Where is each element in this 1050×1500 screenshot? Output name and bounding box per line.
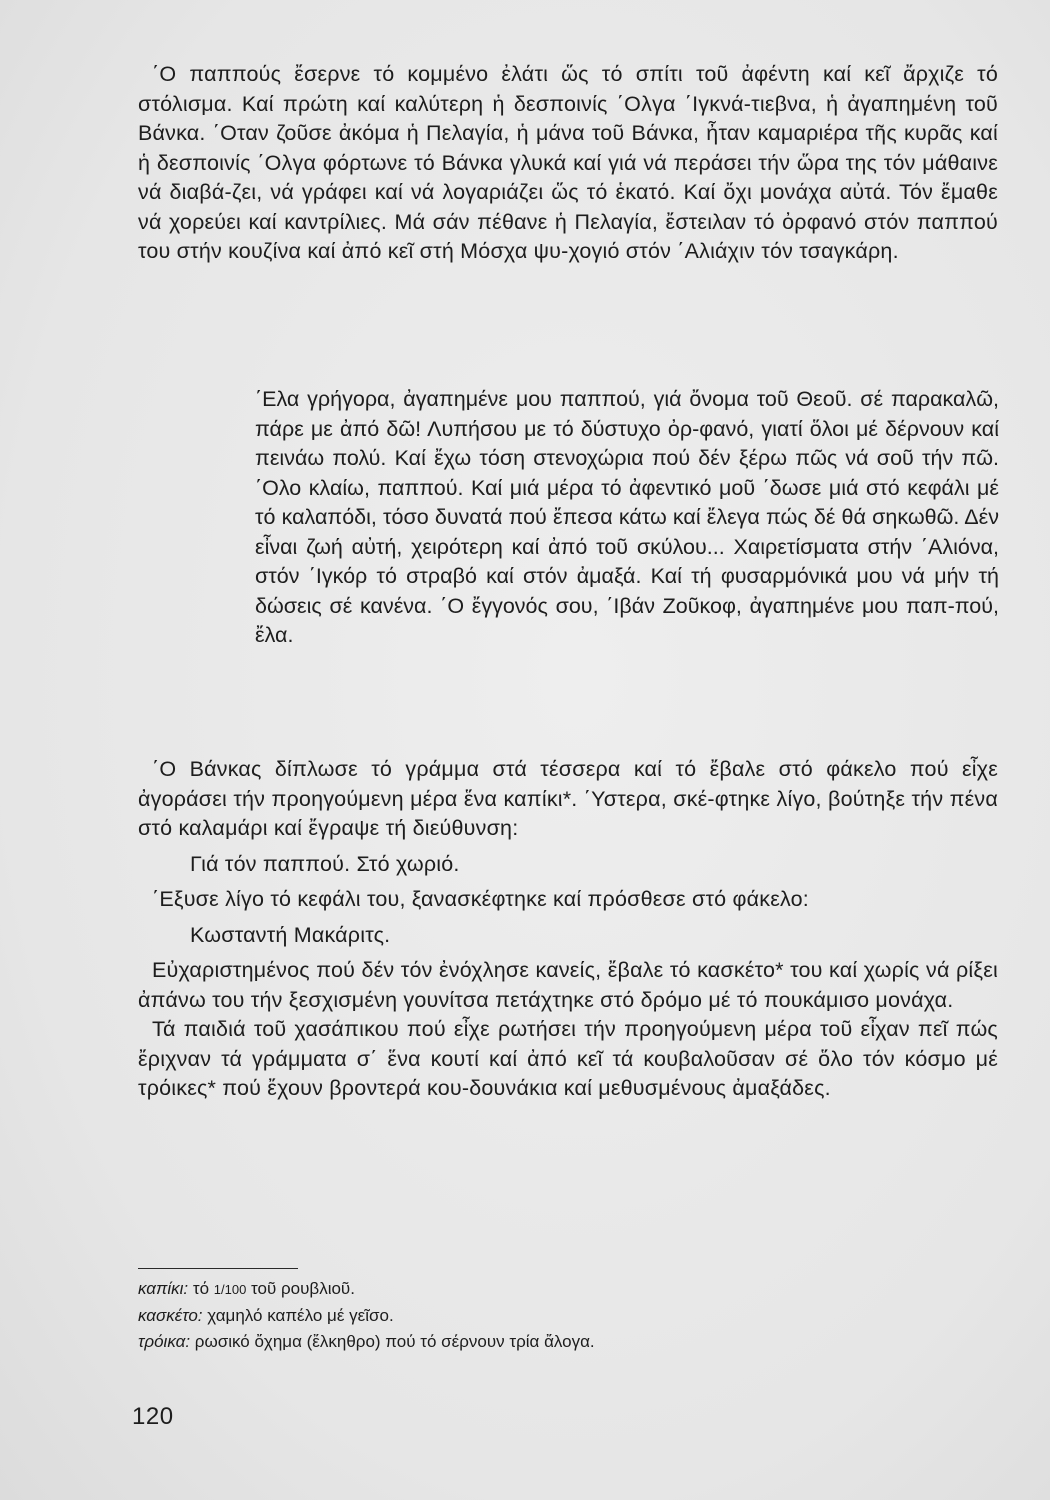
footnote-term: τρόικα: xyxy=(138,1332,191,1351)
footnote-text-end: τοῦ ρουβλιοῦ. xyxy=(246,1279,355,1298)
footnote-text: ρωσικό ὄχημα (ἔλκηθρο) πού τό σέρνουν τρία ἄλογα. xyxy=(190,1332,595,1351)
paragraph-grandfather: ΄Ο παππούς ἔσερνε τό κομμένο ἐλάτι ὥς τό σπίτι τοῦ ἀφέντη καί κεῖ ἄρχιζε τό στόλισμα. Καί πρώτη καί καλύτερη ἡ δεσποινίς ΄Ολγα ΄Ιγκνά-τιεβνα, ἡ ἀγαπημένη τοῦ Βάνκα. ΄Οταν ζοῦσε ἀκόμα ἡ Πελαγία, ἡ μάνα τοῦ Βάνκα, ἦταν καμαριέρα τῆς κυρᾶς καί ἡ δεσποινίς ΄Ολγα φόρτωνε τό Βάνκα γλυκά καί γιά νά περάσει τήν ὥρα της τόν μάθαινε νά διαβά-ζει, νά γράφει καί νά λογαριάζει ὥς τό ἑκατό. Καί ὄχι μονάχα αὐτά. Τόν ἔμαθε νά χορεύει καί καντρίλιες. Μά σάν πέθανε ἡ Πελαγία, ἔστειλαν τό ὀρφανό στόν παππού του στήν κουζίνα καί ἀπό κεῖ στή Μόσχα ψυ-χογιό στόν ΄Αλιάχιν τόν τσαγκάρη. xyxy=(138,62,998,263)
paragraph-children: Τά παιδιά τοῦ χασάπικου πού εἶχε ρωτήσει τήν προηγούμενη μέρα τοῦ εἶχαν πεῖ πώς ἔριχναν τά γράμματα σ΄ ἕνα κουτί καί ἀπό κεῖ τά κουβαλοῦσαν σέ ὅλο τόν κόσμο μέ τρόικες* πού ἔχουν βροντερά κου-δουνάκια καί μεθυσμένους ἀμαξάδες. xyxy=(138,1017,998,1100)
paragraph-after-letter: ΄Ο Βάνκας δίπλωσε τό γράμμα στά τέσσερα καί τό ἔβαλε στό φάκελο πού εἶχε ἀγοράσει τήν προηγούμενη μέρα ἕνα καπίκι*. ΄Υστερα, σκέ-φτηκε λίγο, βούτηξε τήν πένα στό καλαμάρι καί ἔγραψε τή διεύθυνση: xyxy=(138,757,998,840)
footnote-kasketo xyxy=(138,1303,998,1329)
text-block-bottom xyxy=(138,755,998,1104)
paragraph-scratch: ΄Εξυσε λίγο τό κεφάλι του, ξανασκέφτηκε καί πρόσθεσε στό φάκελο: xyxy=(152,887,809,911)
footnote-text: χαμηλό καπέλο μέ γεῖσο. xyxy=(202,1306,394,1325)
address-line-1: Γιά τόν παππού. Στό χωριό. xyxy=(190,851,460,876)
letter-text: ΄Ελα γρήγορα, ἀγαπημένε μου παππού, γιά ὄνομα τοῦ Θεοῦ. σέ παρακαλῶ, πάρε με ἀπό δῶ! Λυπήσου με τό δύστυχο ὀρ-φανό, γιατί ὅλοι μέ δέρνουν καί πεινάω πολύ. Καί ἔχω τόση στενοχώρια πού δέν ξέρω πῶς νά σοῦ τήν πῶ. ΄Ολο κλαίω, παππού. Καί μιά μέρα τό ἀφεντικό μοῦ ΄δωσε μιά στό κεφάλι μέ τό καλαπόδι, τόσο δυνατά πού ἔπεσα κάτω καί ἔλεγα πώς δέ θά σηκωθῶ. Δέν εἶναι ζωή αὐτή, χειρότερη καί ἀπό τοῦ σκύλου... Χαιρετίσματα στήν ΄Αλιόνα, στόν ΄Ιγκόρ τό στραβό καί στόν ἀμαξά. Καί τή φυσαρμόνικά μου νά μήν τή δώσεις σέ κανένα. ΄Ο ἔγγονός σου, ΄Ιβάν Ζοῦκοφ, ἀγαπημένε μου παπ-πού, ἔλα. xyxy=(255,387,999,647)
footnote-term: κασκέτο: xyxy=(138,1306,203,1325)
page-number: 120 xyxy=(132,1403,174,1430)
footnote-fraction: 1/100 xyxy=(213,1282,247,1297)
text-block-top xyxy=(138,60,998,267)
footnote-kapiki xyxy=(138,1276,998,1303)
footnotes xyxy=(138,1276,998,1355)
footnote-text: τό xyxy=(188,1279,214,1298)
footnote-term: καπίκι: xyxy=(138,1279,189,1298)
footnote-divider xyxy=(138,1268,298,1269)
footnote-troika xyxy=(138,1329,998,1355)
paragraph-satisfied: Εὐχαριστημένος πού δέν τόν ἐνόχλησε κανείς, ἔβαλε τό κασκέτο* του καί χωρίς νά ρίξει ἀπάνω του τήν ξεσχισμένη γουνίτσα πετάχτηκε στό δρόμο μέ τό πουκάμισο μονάχα. xyxy=(138,958,998,1012)
address-line-2: Κωσταντή Μακάριτς. xyxy=(190,922,391,947)
